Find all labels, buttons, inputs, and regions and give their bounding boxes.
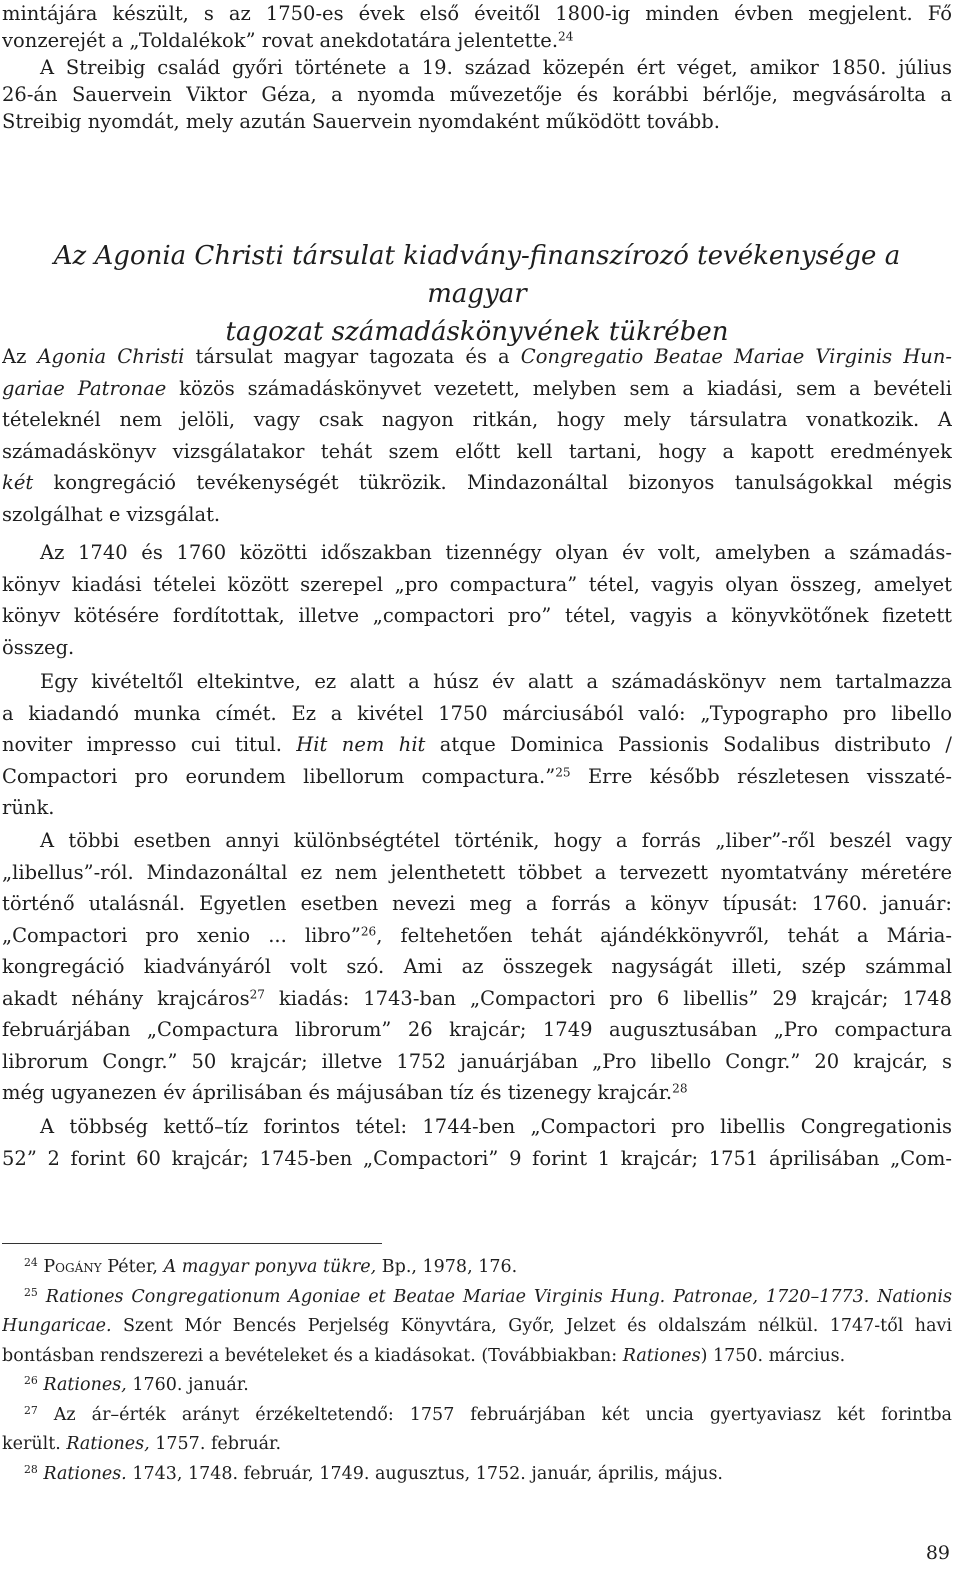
text-line: Compactori pro eorundem libellorum compactura.”$^{25}$ Erre később részletesen visszaté- bbox=[2, 764, 952, 788]
text-line: Az Agonia Christi társulat magyar tagozata és a Congregatio Beatae Mariae Virginis Hun- bbox=[2, 345, 952, 368]
text-line: 52” 2 forint 60 krajcár; 1745-ben „Compactori” 9 forint 1 krajcár; 1751 áprilisában „Com- bbox=[2, 1146, 952, 1170]
text-line: februárjában „Compactura librorum” 26 krajcár; 1749 augusztusában „Pro compactura bbox=[2, 1018, 952, 1041]
text-line: még ugyanezen év áprilisában és májusában tíz és tizenegy krajcár.$^{28}$ bbox=[2, 1081, 688, 1104]
text-line: kongregáció kiadványáról volt szó. Ami az összegek nagyságát illeti, szép számmal bbox=[2, 955, 952, 978]
text-line: A többi esetben annyi különbségtétel történik, hogy a forrás „liber”-ről beszél vagy bbox=[40, 829, 952, 852]
heading-line: tagozat számadáskönyvének tükrében bbox=[225, 317, 729, 347]
paragraph-3 bbox=[2, 666, 952, 824]
paragraph-1 bbox=[2, 341, 952, 530]
footnote-24: $^{24}$ Pogány Péter, A magyar ponyva tükre, Bp., 1978, 176. bbox=[24, 1256, 518, 1277]
page-number: 89 bbox=[925, 1542, 950, 1564]
text-line: szolgálhat e vizsgálat. bbox=[2, 502, 221, 526]
text-line: gariae Patronae közös számadáskönyvet vezetett, melyben sem a kiadási, sem a bevételi bbox=[2, 376, 952, 400]
footnotes bbox=[2, 1253, 952, 1489]
text-line: „Compactori pro xenio ... libro”$^{26}$, feltehetően tehát ajándékkönyvről, tehát a Mária- bbox=[2, 923, 952, 947]
text-line: tételeknél nem jelöli, vagy csak nagyon ritkán, hogy mely társulatra vonatkozik. A bbox=[2, 408, 952, 431]
text-line: összeg. bbox=[2, 635, 75, 659]
text-line: számadáskönyv vizsgálatakor tehát szem előtt kell tartani, hogy a kapott eredmények bbox=[2, 439, 952, 463]
footnote-27-cont: került. Rationes, 1757. február. bbox=[2, 1434, 282, 1454]
footnote-27: $^{27}$ Az ár–érték arányt érzékeltetendő: 1757 februárjában két uncia gyertyaviasz két forintba bbox=[24, 1403, 952, 1425]
top-paragraph bbox=[2, 0, 952, 135]
text-line: könyv kiadási tételei között szerepel „pro compactura” tétel, vagyis olyan összeg, amelyet bbox=[2, 572, 952, 596]
text-line: librorum Congr.” 50 krajcár; illetve 1752 januárjában „Pro libello Congr.” 20 krajcár, s bbox=[2, 1049, 952, 1073]
footnote-ref: 28 bbox=[672, 1081, 688, 1096]
text-line: vonzerejét a „Toldalékok” rovat anekdotatára jelentette.$^{24}$ bbox=[2, 29, 574, 52]
footnote-ref: 24 bbox=[558, 29, 574, 44]
paragraph-4 bbox=[2, 825, 952, 1109]
paragraph-2 bbox=[2, 537, 952, 663]
footnote-25-cont: Hungaricae. Szent Mór Bencés Perjelség Könyvtára, Győr, Jelzet és oldalszám nélkül. 1747-től havi bbox=[2, 1316, 952, 1336]
text-line: mintájára készült, s az 1750-es évek első éveitől 1800-ig minden évben megjelent. Fő bbox=[2, 2, 952, 25]
footnote-ref: 25 bbox=[555, 764, 571, 779]
text-line: rünk. bbox=[2, 796, 55, 819]
text-line: A többség kettő–tíz forintos tétel: 1744-ben „Compactori pro libellis Congregationis bbox=[40, 1115, 952, 1138]
text-line: két kongregáció tevékenységét tükrözik. Mindazonáltal bizonyos tanulságokkal mégis bbox=[2, 471, 952, 494]
text-line: A Streibig család győri története a 19. század közepén ért véget, amikor 1850. július bbox=[40, 56, 952, 79]
footnote-divider bbox=[2, 1243, 382, 1244]
text-line: „libellus”-ról. Mindazonáltal ez nem jelenthetett többet a tervezett nyomtatvány méretére bbox=[2, 860, 952, 884]
text-line: történő utalásnál. Egyetlen esetben nevezi meg a forrás a könyv típusát: 1760. január: bbox=[2, 892, 952, 915]
text-line: Egy kivételtől eltekintve, ez alatt a húsz év alatt a számadáskönyv nem tartalmazza bbox=[40, 670, 952, 693]
footnote-ref: 26 bbox=[360, 923, 377, 938]
text-line: a kiadandó munka címét. Ez a kivétel 1750 márciusából való: „Typographo pro libello bbox=[2, 701, 952, 725]
text-line: 26-án Sauervein Viktor Géza, a nyomda művezetője és korábbi bérlője, megvásárolta a bbox=[2, 83, 952, 106]
footnote-25: $^{25}$ Rationes Congregationum Agoniae et Beatae Mariae Virginis Hung. Patronae, 1720–1773. Nationis bbox=[24, 1285, 952, 1307]
text-line: könyv kötésére fordítottak, illetve „compactori pro” tétel, vagyis a könyvkötőnek fizetett bbox=[2, 604, 952, 627]
paragraph-5 bbox=[2, 1111, 952, 1174]
text-line: akadt néhány krajcáros$^{27}$ kiadás: 1743-ban „Compactori pro 6 libellis” 29 krajcár; 1748 bbox=[2, 986, 952, 1010]
footnote-ref: 27 bbox=[249, 986, 265, 1001]
text-line: Az 1740 és 1760 közötti időszakban tizennégy olyan év volt, amelyben a számadás- bbox=[40, 541, 952, 564]
heading-line: Az Agonia Christi társulat kiadvány-finanszírozó tevékenysége a magyar bbox=[53, 241, 901, 309]
footnote-25-cont: bontásban rendszerezi a bevételeket és a kiadásokat. (Továbbiakban: Rationes) 1750. március. bbox=[2, 1345, 846, 1366]
text-line: noviter impresso cui titul. Hit nem hit atque Dominica Passionis Sodalibus distributo / bbox=[2, 733, 952, 756]
section-heading bbox=[2, 237, 952, 351]
footnote-26: $^{26}$ Rationes, 1760. január. bbox=[24, 1374, 249, 1395]
text-line: Streibig nyomdát, mely azután Sauervein nyomdaként működött tovább. bbox=[2, 110, 720, 133]
footnote-28: $^{28}$ Rationes. 1743, 1748. február, 1749. augusztus, 1752. január, április, május. bbox=[24, 1462, 723, 1484]
